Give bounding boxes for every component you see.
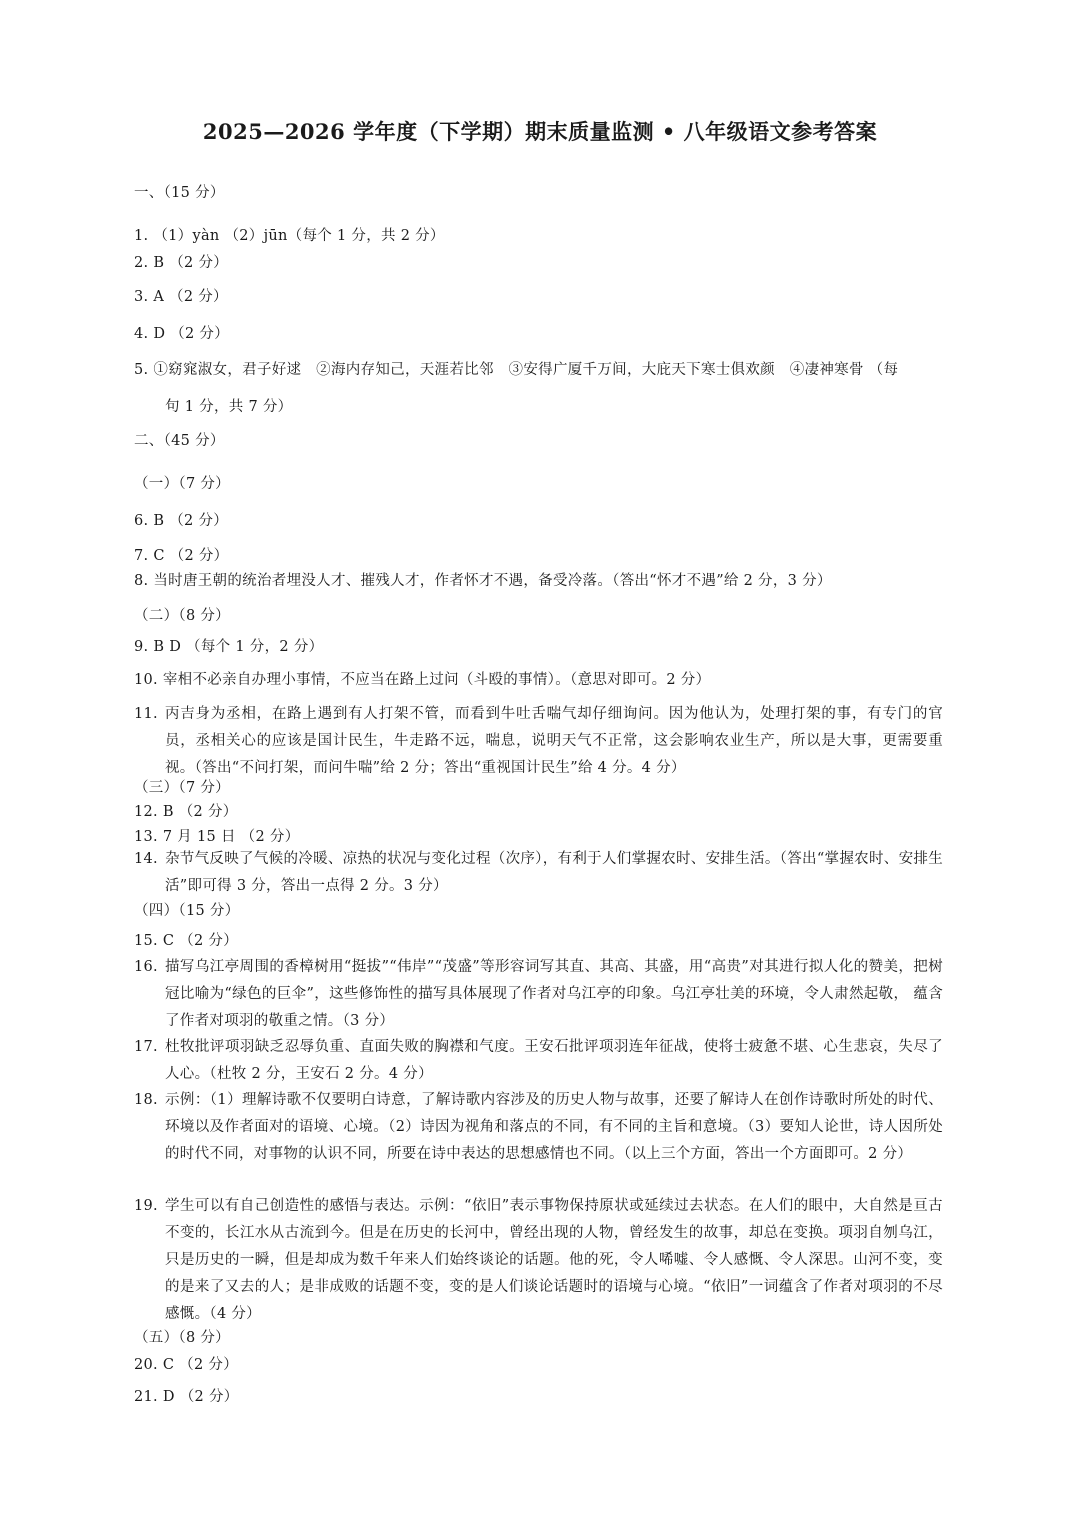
- answer-number: 11.: [134, 706, 158, 722]
- answer-20: 20. C （2 分）: [134, 1357, 239, 1373]
- answer-text: 学生可以有自己创造性的感悟与表达。示例：“依旧”表示事物保持原状或延续过去状态。在人们的眼中，大自然是亘古不变的，长江水从古流到今。但是在历史的长河中，曾经出现的人物，曾经发生的故事，却总在变换。项羽自刎乌江，只是历史的一瞬，但是却成为数千年来人们始终谈论的话题。他的死，令人唏嘘、令人感慨、令人深思。山河不变，变的是来了又去的人；是非成败的话题不变，变的是人们谈论话题时的语境与心境。“依旧”一词蕴含了作者对项羽的不尽感慨。（4 分）: [165, 1198, 943, 1322]
- answer-text: 杂节气反映了气候的冷暖、凉热的状况与变化过程（次序），有利于人们掌握农时、安排生活。（答出“掌握农时、安排生活”即可得 3 分，答出一点得 2 分。3 分）: [165, 851, 943, 894]
- answer-12: 12. B （2 分）: [134, 804, 238, 820]
- answer-1: 1. （1）yàn （2）jūn（每个 1 分，共 2 分）: [134, 228, 445, 244]
- subsection-4-heading: （四）（15 分）: [134, 903, 240, 919]
- subsection-1-heading: （一）（7 分）: [134, 476, 230, 492]
- answer-number: 14.: [134, 851, 158, 867]
- answer-17: [134, 1034, 943, 1088]
- answer-7: 7. C （2 分）: [134, 548, 229, 564]
- answer-text: 丙吉身为丞相，在路上遇到有人打架不管，而看到牛吐舌喘气却仔细询问。因为他认为，处理打架的事，有专门的官员，丞相关心的应该是国计民生，牛走路不远，喘息，说明天气不正常，这会影响农业生产，所以是大事，更需要重视。（答出“不问打架，而问牛喘”给 2 分；答出“重视国计民生”给 4 分。4 分）: [165, 706, 943, 776]
- answer-21: 21. D （2 分）: [134, 1389, 239, 1405]
- answer-13: 13. 7 月 15 日 （2 分）: [134, 829, 300, 845]
- answer-11: [134, 701, 943, 782]
- answer-4: 4. D （2 分）: [134, 326, 230, 342]
- answer-text: 描写乌江亭周围的香樟树用“挺拔”“伟岸”“茂盛”等形容词写其直、其高、其盛，用“高贵”对其进行拟人化的赞美，把树冠比喻为“绿色的巨伞”，这些修饰性的描写具体展现了作者对乌江亭的印象。乌江亭壮美的环境，令人肃然起敬， 蕴含了作者对项羽的敬重之情。（3 分）: [165, 959, 943, 1029]
- section-1-heading: 一、（15 分）: [134, 185, 225, 201]
- answer-number: 17.: [134, 1039, 158, 1055]
- answer-19: [134, 1193, 943, 1328]
- answer-number: 18.: [134, 1092, 158, 1108]
- answer-5-line-2: 句 1 分，共 7 分）: [165, 399, 293, 415]
- answer-15: 15. C （2 分）: [134, 933, 239, 949]
- answer-text: 杜牧批评项羽缺乏忍辱负重、直面失败的胸襟和气度。王安石批评项羽连年征战，使将士疲惫不堪、心生悲哀，失尽了人心。（杜牧 2 分，王安石 2 分。4 分）: [165, 1039, 943, 1082]
- answer-number: 16.: [134, 959, 158, 975]
- answer-5-line-1: 5. ①窈窕淑女，君子好逑 ②海内存知己，天涯若比邻 ③安得广厦千万间，大庇天下寒士俱欢颜 ④凄神寒骨 （每: [134, 362, 899, 378]
- answer-3: 3. A （2 分）: [134, 289, 228, 305]
- answer-6: 6. B （2 分）: [134, 513, 229, 529]
- answer-10: 10. 宰相不必亲自办理小事情，不应当在路上过问（斗殴的事情）。（意思对即可。2 分）: [134, 672, 711, 688]
- page-title: 2025—2026 学年度（下学期）期末质量监测 • 八年级语文参考答案: [202, 119, 878, 144]
- section-2-heading: 二、（45 分）: [134, 433, 225, 449]
- answer-16: [134, 954, 943, 1035]
- answer-14: [134, 846, 943, 900]
- answer-text: 示例：（1）理解诗歌不仅要明白诗意，了解诗歌内容涉及的历史人物与故事，还要了解诗人在创作诗歌时所处的时代、环境以及作者面对的语境、心境。（2）诗因为视角和落点的不同，有不同的主旨和意境。（3）要知人论世，诗人因所处的时代不同，对事物的认识不同，所要在诗中表达的思想感情也不同。（以上三个方面，答出一个方面即可。2 分）: [165, 1092, 943, 1162]
- answer-9: 9. B D （每个 1 分，2 分）: [134, 639, 324, 655]
- answer-2: 2. B （2 分）: [134, 255, 229, 271]
- answer-number: 19.: [134, 1198, 158, 1214]
- subsection-2-heading: （二）（8 分）: [134, 608, 230, 624]
- answer-18: [134, 1087, 943, 1168]
- subsection-5-heading: （五）（8 分）: [134, 1330, 230, 1346]
- answer-8: 8. 当时唐王朝的统治者埋没人才、摧残人才，作者怀才不遇，备受冷落。（答出“怀才不遇”给 2 分，3 分）: [134, 573, 832, 589]
- subsection-3-heading: （三）（7 分）: [134, 780, 230, 796]
